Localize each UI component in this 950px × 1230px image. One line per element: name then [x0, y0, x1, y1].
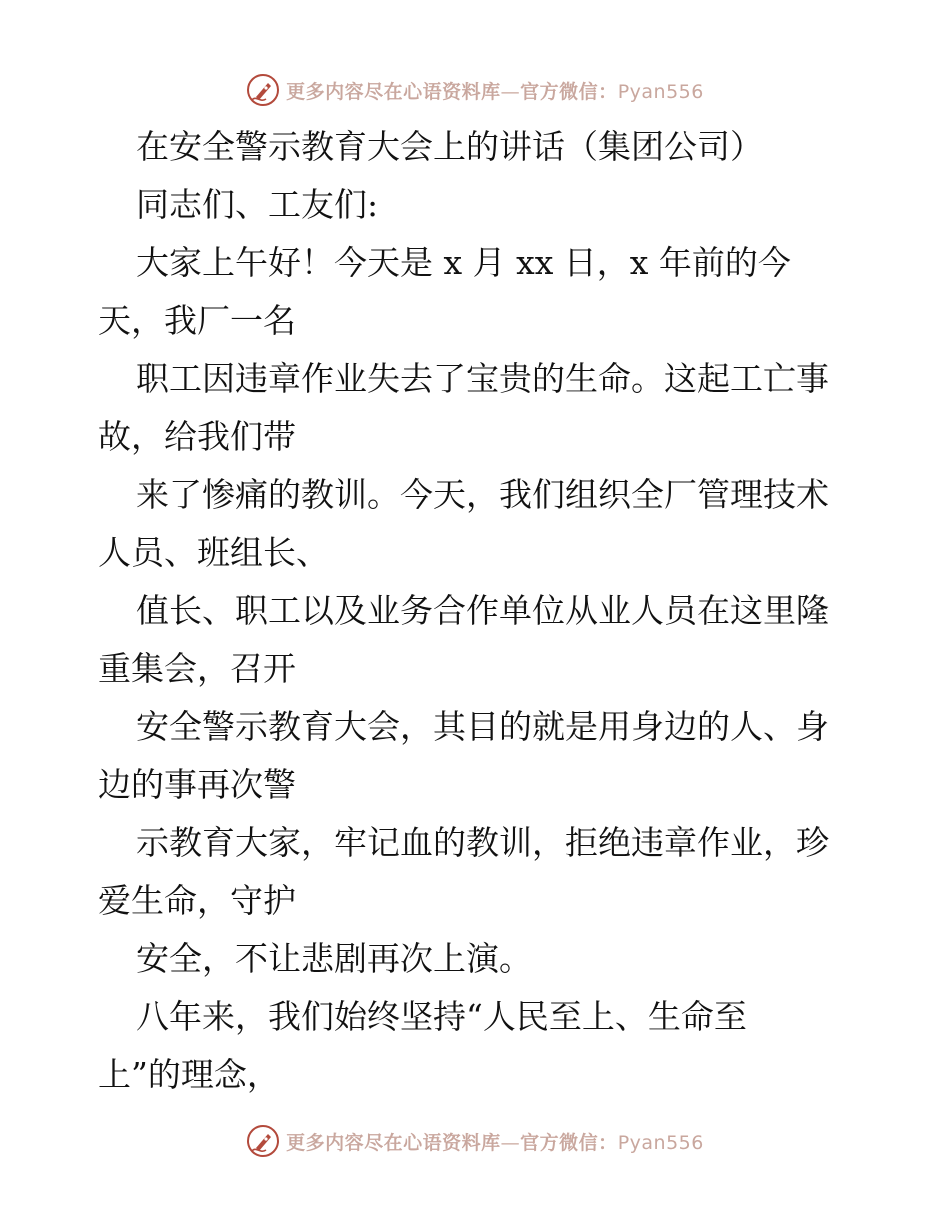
watermark-site-text: 更多内容尽在心语资料库 [286, 1131, 501, 1154]
document-line: 边的事再次警 [98, 765, 296, 804]
watermark-wechat-label: 官方微信： [520, 80, 618, 103]
document-line: 安全警示教育大会，其目的就是用身边的人、身 [136, 707, 829, 746]
document-line: 上”的理念， [98, 1055, 280, 1094]
document-line: 大家上午好！今天是 x 月 xx 日，x 年前的今 [136, 243, 791, 282]
document-line: 职工因违章作业失去了宝贵的生命。这起工亡事 [136, 359, 829, 398]
pen-nib-logo-icon [246, 1124, 280, 1158]
document-line: 八年来，我们始终坚持“人民至上、生命至 [136, 997, 747, 1036]
document-line: 安全，不让悲剧再次上演。 [136, 939, 532, 978]
document-line: 重集会，召开 [98, 649, 296, 688]
document-line: 在安全警示教育大会上的讲话（集团公司） [136, 127, 763, 166]
pen-nib-logo-icon [246, 73, 280, 107]
document-line: 故，给我们带 [98, 417, 296, 456]
header-watermark [0, 70, 950, 110]
watermark-text [286, 1128, 704, 1155]
watermark-site-text: 更多内容尽在心语资料库 [286, 80, 501, 103]
document-line: 示教育大家，牢记血的教训，拒绝违章作业，珍 [136, 823, 829, 862]
document-line: 人员、班组长、 [98, 533, 329, 572]
document-line: 值长、职工以及业务合作单位从业人员在这里隆 [136, 591, 829, 630]
document-line: 天，我厂一名 [98, 301, 296, 340]
document-body [98, 118, 858, 1104]
watermark-wechat-id: Pyan556 [617, 1131, 704, 1154]
document-line: 来了惨痛的教训。今天，我们组织全厂管理技术 [136, 475, 829, 514]
watermark-dash: — [500, 1131, 521, 1154]
document-line: 爱生命，守护 [98, 881, 296, 920]
footer-watermark [0, 1121, 950, 1161]
watermark-wechat-id: Pyan556 [617, 80, 704, 103]
document-line: 同志们、工友们: [136, 185, 379, 224]
watermark-wechat-label: 官方微信： [520, 1131, 618, 1154]
watermark-text [286, 77, 704, 104]
watermark-dash: — [500, 80, 521, 103]
